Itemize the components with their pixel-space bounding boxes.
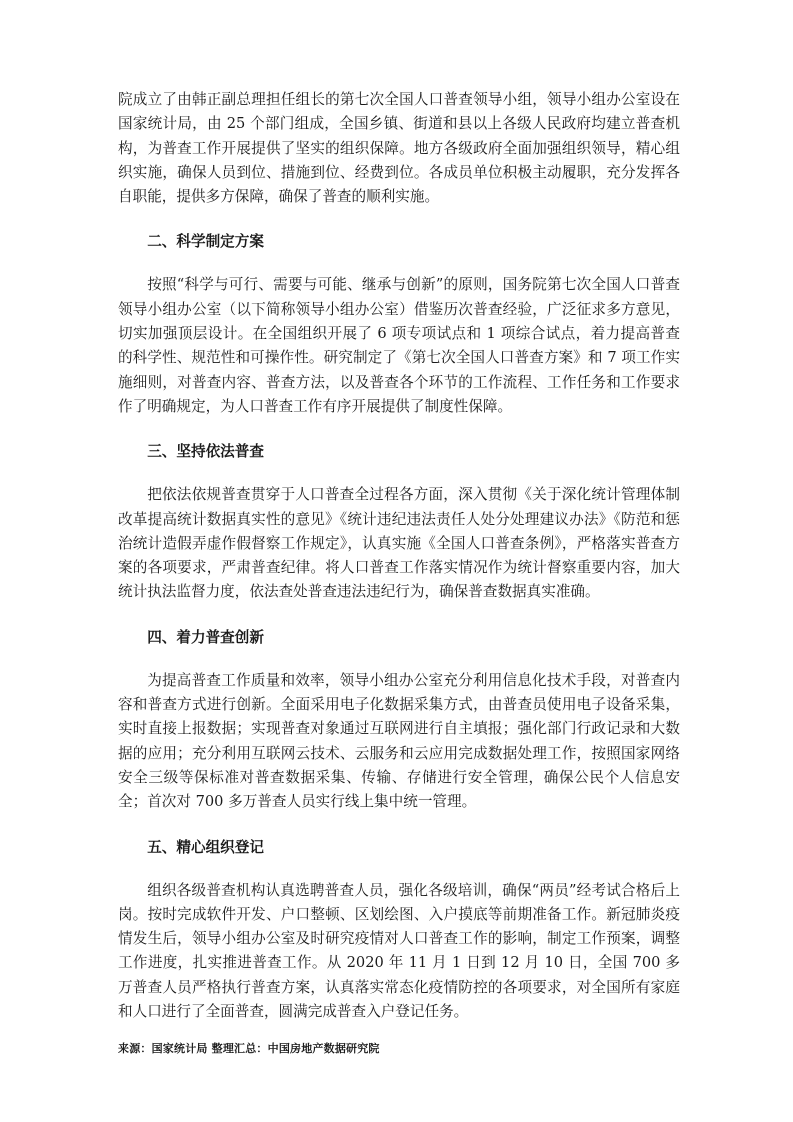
source-footer: 来源：国家统计局 整理汇总：中国房地产数据研究院: [118, 1042, 380, 1055]
intro-paragraph: 院成立了由韩正副总理担任组长的第七次全国人口普查领导小组，领导小组办公室设在国家统计局，由 25 个部门组成，全国乡镇、街道和县以上各级人民政府均建立普查机构，为普查工作开展提供了坚实的组织保障。地方各级政府全面加强组织领导，精心组织实施，确保人员到位、措施到位、经费到位。各成员单位积极主动履职，充分发挥各自职能，提供多方保障，确保了普查的顺利实施。: [118, 91, 680, 206]
section-body-4: 为提高普查工作质量和效率，领导小组办公室充分利用信息化技术手段，对普查内容和普查方式进行创新。全面采用电子化数据采集方式，由普查员使用电子设备采集，实时直接上报数据；实现普查对象通过互联网进行自主填报；强化部门行政记录和大数据的应用；充分利用互联网云技术、云服务和云应用完成数据处理工作，按照国家网络安全三级等保标准对普查数据采集、传输、存储进行安全管理，确保公民个人信息安全；首次对 700 多万普查人员实行线上集中统一管理。: [118, 671, 680, 811]
document-page: [118, 88, 680, 1024]
section-heading-4: 四、着力普查创新: [147, 628, 264, 646]
section-body-5: 组织各级普查机构认真选聘普查人员，强化各级培训，确保“两员”经考试合格后上岗。按时完成软件开发、户口整顿、区划绘图、入户摸底等前期准备工作。新冠肺炎疫情发生后，领导小组办公室及时研究疫情对人口普查工作的影响，制定工作预案，调整工作进度，扎实推进普查工作。从 2020 年 11 月 1 日到 12 月 10 日，全国 700 多万普查人员严格执行普查方案，认真落实常态化疫情防控的各项要求，对全国所有家庭和人口进行了全面普查，圆满完成普查入户登记任务。: [118, 881, 680, 1021]
section-heading-5: 五、精心组织登记: [147, 838, 264, 856]
section-heading-3: 三、坚持依法普查: [147, 443, 264, 461]
section-body-3: 把依法依规普查贯穿于人口普查全过程各方面，深入贯彻《关于深化统计管理体制改革提高统计数据真实性的意见》《统计违纪违法责任人处分处理建议办法》《防范和惩治统计造假弄虚作假督察工作规定》，认真实施《全国人口普查条例》，严格落实普查方案的各项要求，严肃普查纪律。将人口普查工作落实情况作为统计督察重要内容，加大统计执法监督力度，依法查处普查违法违纪行为，确保普查数据真实准确。: [118, 486, 680, 601]
section-body-2: 按照“科学与可行、需要与可能、继承与创新”的原则，国务院第七次全国人口普查领导小组办公室（以下简称领导小组办公室）借鉴历次普查经验，广泛征求多方意见，切实加强顶层设计。在全国组织开展了 6 项专项试点和 1 项综合试点，着力提高普查的科学性、规范性和可操作性。研究制定了《第七次全国人口普查方案》和 7 项工作实施细则，对普查内容、普查方法，以及普查各个环节的工作流程、工作任务和工作要求作了明确规定，为人口普查工作有序开展提供了制度性保障。: [118, 276, 680, 415]
section-heading-2: 二、科学制定方案: [147, 233, 264, 251]
